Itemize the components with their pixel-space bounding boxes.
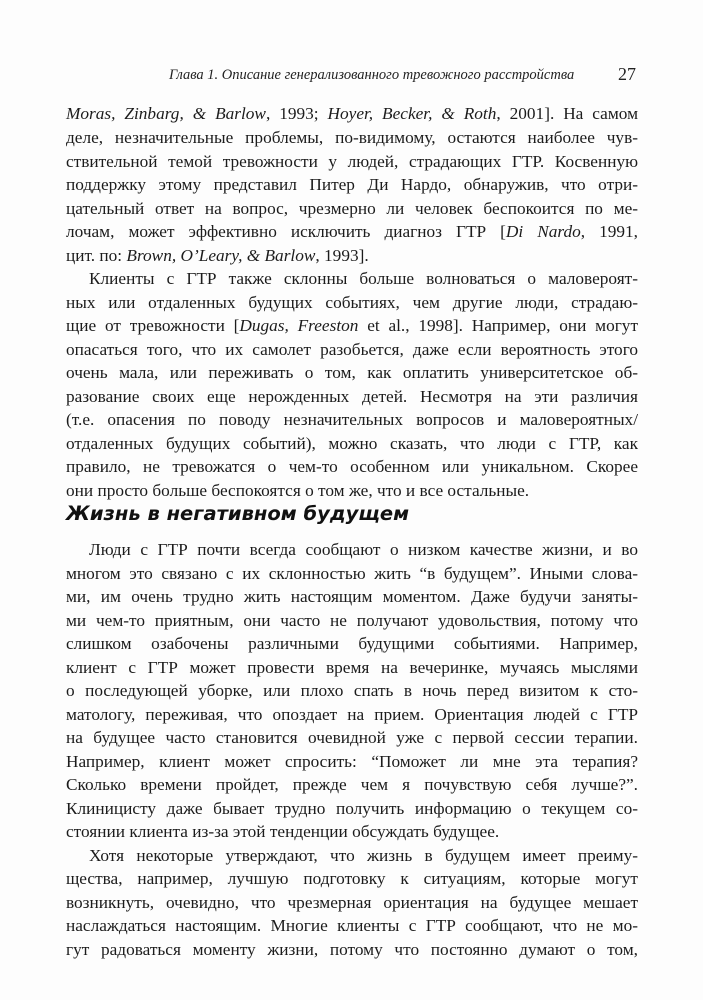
text-line: отдаленных будущих событий), можно сказать, что люди с ГТР, как [66, 434, 638, 453]
text-line: Например, клиент может спросить: “Поможет ли мне эта терапия? [66, 752, 638, 771]
text-span: , 1993; [265, 104, 328, 123]
text-line: Хотя некоторые утверждают, что жизнь в будущем имеет преиму- [89, 846, 638, 865]
text-line: Клиницисту даже бывает трудно получить информацию о текущем со- [66, 799, 638, 818]
section-heading: Жизнь в негативном будущем [66, 502, 410, 525]
text-span: , 1991, [580, 222, 638, 241]
citation: Dugas, Freeston [239, 316, 359, 335]
text-line: клиент с ГТР может провести время на вечеринке, мучаясь мыслями [66, 658, 638, 677]
text-line: опасаться того, что их самолет разобьется, даже если вероятность этого [66, 340, 638, 359]
text-line: ствительной темой тревожности у людей, страдающих ГТР. Косвенную [66, 152, 638, 171]
text-line: разование своих еще нерожденных детей. Несмотря на эти различия [66, 387, 638, 406]
text-line: стоянии клиента из-за этой тенденции обсуждать будущее. [66, 822, 500, 841]
citation: Hoyer, Becker, & Roth [327, 104, 497, 123]
text-span: et al., 1998]. Например, они могут [358, 316, 638, 335]
running-head [0, 64, 703, 86]
text-span: щие от тревожности [ [66, 316, 240, 335]
citation: Brown, O’Leary, & Barlow [126, 246, 316, 265]
text-line: очень мала, или переживать о том, как оплатить университетское об- [66, 363, 638, 382]
text-line: наслаждаться настоящим. Многие клиенты с ГТР сообщают, что не мо- [66, 916, 638, 935]
citation: Moras, Zinbarg, & Barlow [66, 104, 266, 123]
text-line: поддержку этому представил Питер Ди Нардо, обнаружив, что отри- [66, 175, 638, 194]
page-number: 27 [618, 64, 636, 84]
text-line: деле, незначительные проблемы, по-видимому, остаются наиболее чув- [66, 128, 638, 147]
text-line: (т.е. опасения по поводу незначительных вопросов и маловероятных/ [66, 410, 638, 429]
text-line: многом это связано с их склонностью жить “в будущем”. Иными слова- [66, 564, 638, 583]
text-line: щества, например, лучшую подготовку к ситуациям, которые могут [66, 869, 638, 888]
text-line: цательный ответ на вопрос, чрезмерно ли человек беспокоится по ме- [66, 199, 638, 218]
text-line: Люди с ГТР почти всегда сообщают о низком качестве жизни, и во [89, 540, 638, 559]
text-line: ми чем-то приятным, они часто не получают удовольствия, потому что [66, 611, 638, 630]
text-line: слишком озабочены различными будущими событиями. Например, [66, 634, 638, 653]
text-line: ми, им очень трудно жить настоящим моментом. Даже будучи заняты- [66, 587, 638, 606]
text-line: гут радоваться моменту жизни, потому что постоянно думают о том, [66, 940, 638, 959]
text-span: , 2001]. На самом [496, 104, 639, 123]
text-line: правило, не тревожатся о чем-то особенном или уникальном. Скорее [66, 457, 638, 476]
text-line: Клиенты с ГТР также склонны больше волноваться о маловероят- [89, 269, 638, 288]
text-span: цит. по: [66, 246, 127, 265]
text-line: о последующей уборке, или плохо спать в ночь перед визитом к сто- [66, 681, 638, 700]
text-line: ных или отдаленных будущих событиях, чем другие люди, страдаю- [66, 293, 638, 312]
text-span: , 1993]. [315, 246, 369, 265]
text-line: возникнуть, очевидно, что чрезмерная ориентация на будущее мешает [66, 893, 638, 912]
running-title: Глава 1. Описание генерализованного тревожного расстройства [169, 67, 575, 83]
text-line: матологу, переживая, что опоздает на прием. Ориентация людей с ГТР [66, 705, 638, 724]
text-line [66, 222, 638, 242]
text-line: они просто больше беспокоятся о том же, что и все остальные. [66, 481, 530, 500]
text-span: лочам, может эффективно исключить диагноз ГТР [ [66, 222, 506, 241]
text-line: Сколько времени пройдет, прежде чем я почувствую себя лучше?”. [66, 775, 638, 794]
text-line [66, 246, 369, 266]
text-line [66, 104, 638, 124]
text-line [66, 316, 638, 336]
text-line: на будущее часто становится очевидной уже с первой сессии терапии. [66, 728, 638, 747]
citation: Di Nardo [505, 222, 581, 241]
